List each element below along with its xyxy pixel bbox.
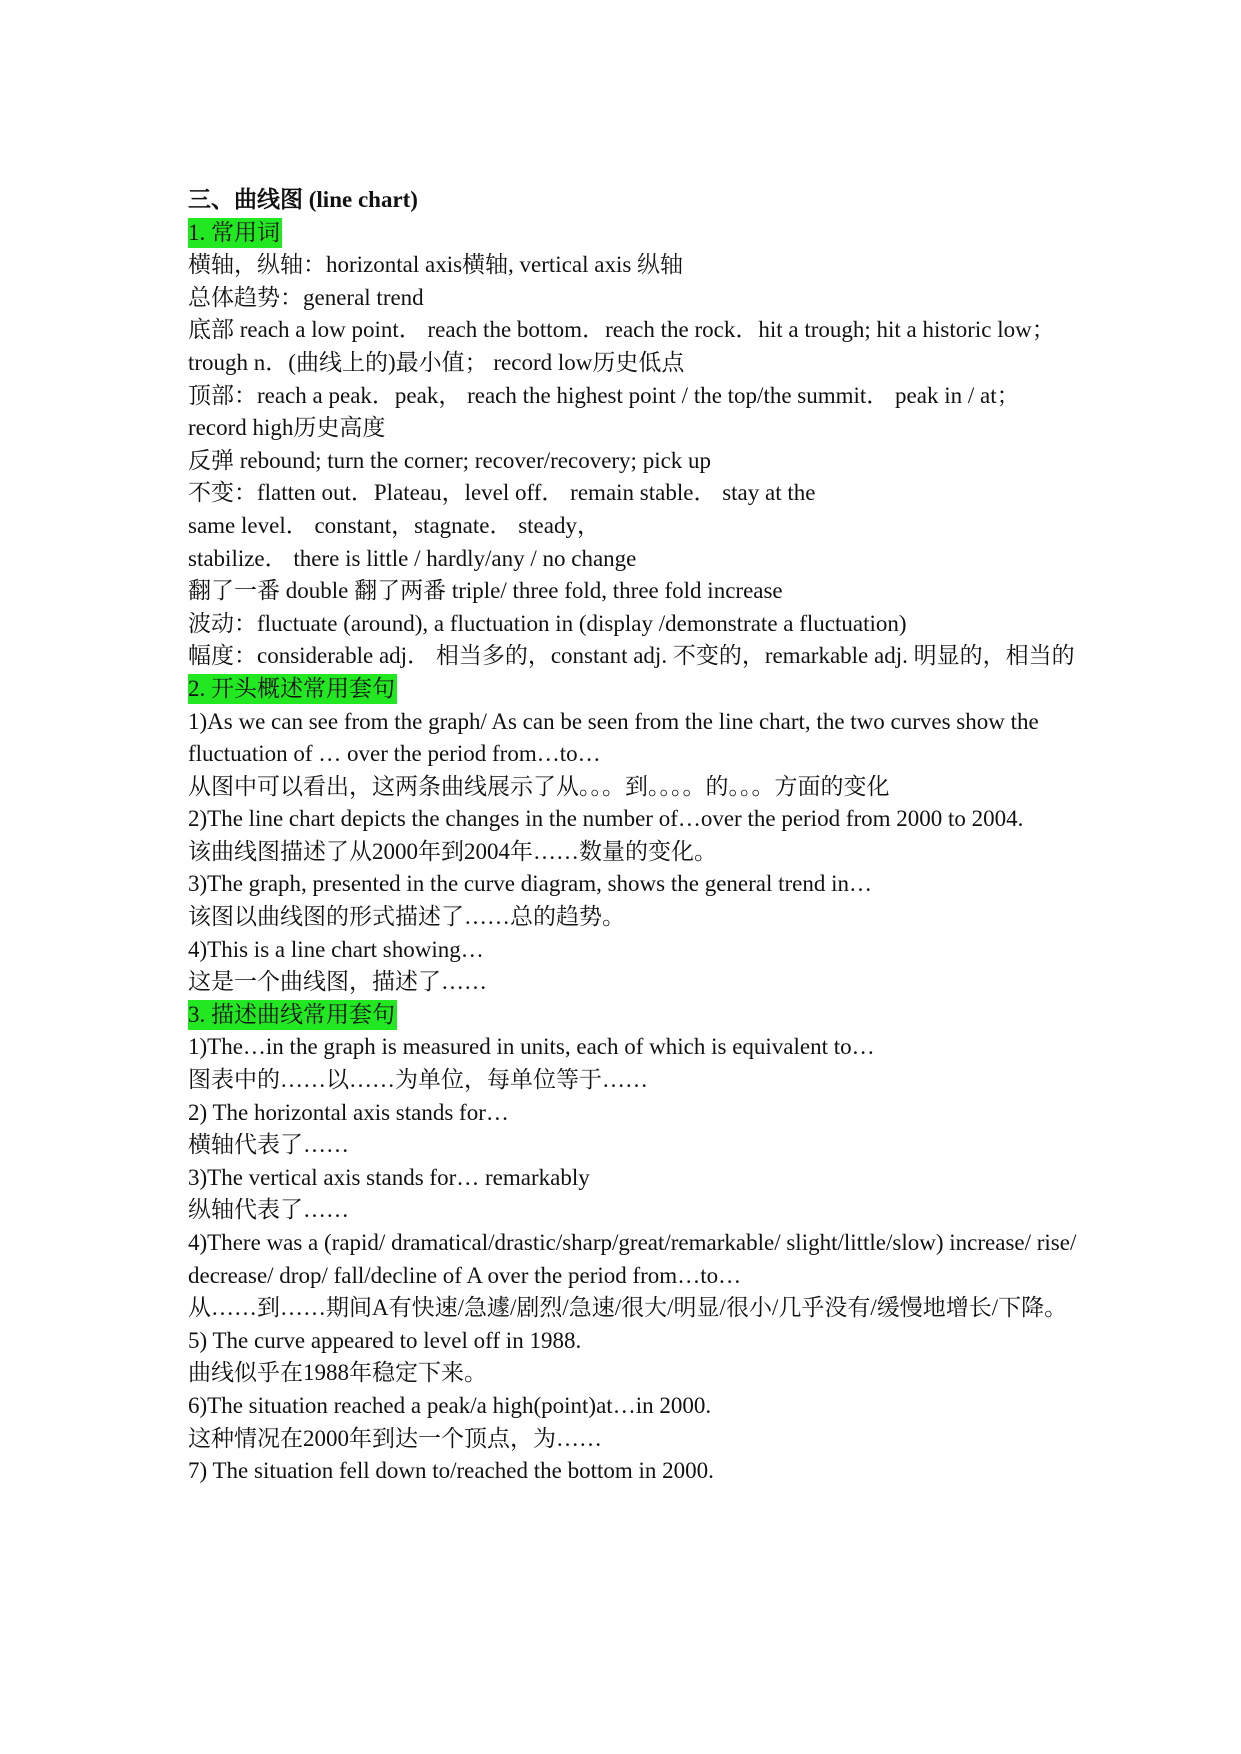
text-line: 顶部：reach a peak．peak， reach the highest point / the top/the summit． peak in / at；record high历史高度 xyxy=(188,382,1020,441)
text-line: 横轴，纵轴：horizontal axis横轴, vertical axis 纵轴 xyxy=(188,252,684,278)
text-line: 总体趋势：general trend xyxy=(188,284,424,310)
text-line: 纵轴代表了…… xyxy=(188,1197,349,1223)
text-line: 底部 reach a low point． reach the bottom．reach the rock．hit a trough; hit a historic low；trough n．(曲线上的)最小值； record low历史低点 xyxy=(188,317,1055,375)
text-line: 波动：fluctuate (around), a fluctuation in (display /demonstrate a fluctuation) xyxy=(188,610,907,636)
text-line: stabilize． there is little / hardly/any / no change xyxy=(188,545,637,571)
document-page xyxy=(188,184,1078,1488)
text-line: 从……到……期间A有快速/急遽/剧烈/急速/很大/明显/很小/几乎没有/缓慢地增长/下降。 xyxy=(188,1295,1068,1321)
text-line: 4)This is a line chart showing… xyxy=(188,936,484,962)
section-heading: 3. 描述曲线常用套句 xyxy=(188,1000,397,1030)
text-line: 3)The vertical axis stands for… remarkably xyxy=(188,1164,590,1190)
text-line: 5) The curve appeared to level off in 1988. xyxy=(188,1327,582,1353)
text-line: 该曲线图描述了从2000年到2004年……数量的变化。 xyxy=(188,838,717,864)
section-heading: 1. 常用词 xyxy=(188,218,282,248)
section-opening-sentences xyxy=(188,673,1078,999)
text-line: 7) The situation fell down to/reached the bottom in 2000. xyxy=(188,1458,714,1484)
text-line: 2) The horizontal axis stands for… xyxy=(188,1099,509,1125)
text-line: 翻了一番 double 翻了两番 triple/ three fold, three fold increase xyxy=(188,578,783,604)
text-line: 1)The…in the graph is measured in units, each of which is equivalent to… xyxy=(188,1034,875,1060)
text-line: 不变：flatten out．Plateau，level off． remain stable． stay at the same level． constant，stagnate． steady， xyxy=(188,480,816,538)
text-line: 这是一个曲线图，描述了…… xyxy=(188,969,487,995)
text-line: 6)The situation reached a peak/a high(point)at…in 2000. xyxy=(188,1392,712,1418)
text-line: 横轴代表了…… xyxy=(188,1132,349,1158)
text-line: 图表中的……以……为单位，每单位等于…… xyxy=(188,1067,648,1093)
text-line: 这种情况在2000年到达一个顶点，为…… xyxy=(188,1425,602,1451)
text-line: 2)The line chart depicts the changes in the number of…over the period from 2000 to 2004. xyxy=(188,806,1024,832)
text-line: 幅度：considerable adj． 相当多的，constant adj. 不变的，remarkable adj. 明显的，相当的 xyxy=(188,643,1075,669)
text-line: 从图中可以看出，这两条曲线展示了从。。。到。。。。的。。。方面的变化 xyxy=(188,773,890,799)
section-heading: 2. 开头概述常用套句 xyxy=(188,674,397,704)
section-curve-sentences xyxy=(188,999,1078,1488)
text-line: 4)There was a (rapid/ dramatical/drastic/sharp/great/remarkable/ slight/little/slow) increase/ rise/ decrease/ drop/ fall/decline of A over the period from…to… xyxy=(188,1230,1077,1288)
text-line: 该图以曲线图的形式描述了……总的趋势。 xyxy=(188,904,625,930)
document-title: 三、曲线图 (line chart) xyxy=(188,187,418,212)
text-line: 反弹 rebound; turn the corner; recover/recovery; pick up xyxy=(188,447,712,473)
text-line: 1)As we can see from the graph/ As can be seen from the line chart, the two curves show the fluctuation of … over the period from…to… xyxy=(188,708,1039,767)
text-line: 曲线似乎在1988年稳定下来。 xyxy=(188,1360,487,1386)
section-common-words xyxy=(188,217,1078,673)
text-line: 3)The graph, presented in the curve diagram, shows the general trend in… xyxy=(188,871,873,897)
